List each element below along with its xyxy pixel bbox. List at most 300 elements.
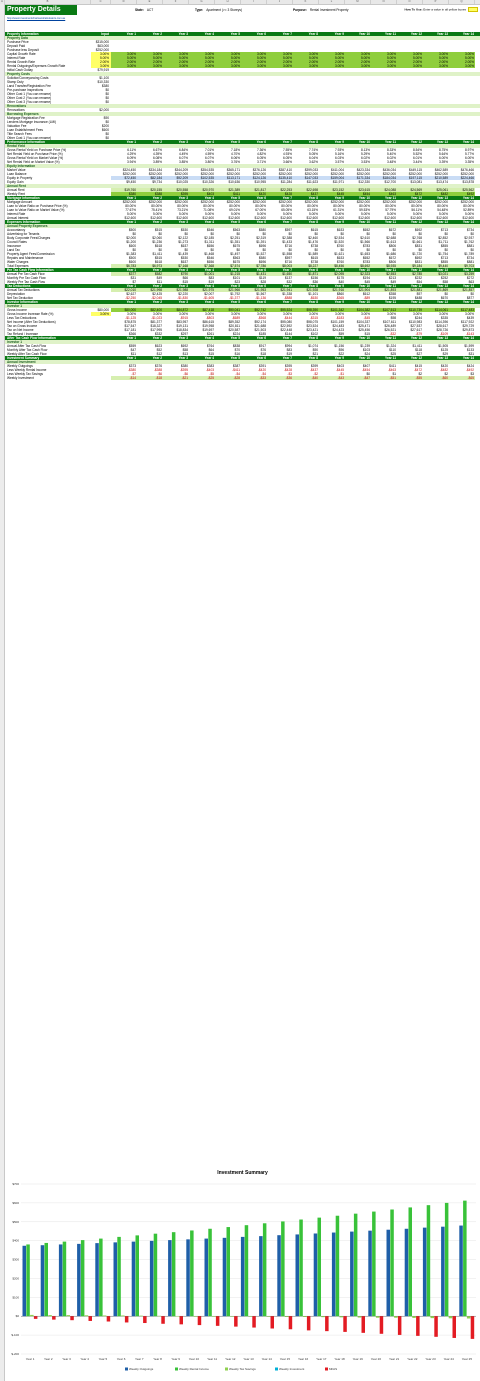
value-cell[interactable]: $399,033 xyxy=(304,168,318,172)
value-cell[interactable]: $19,760 xyxy=(111,188,137,192)
value-cell[interactable]: 7.93% xyxy=(334,148,344,152)
value-cell[interactable]: $1,558 xyxy=(282,252,292,256)
value-cell[interactable]: 2.00% xyxy=(189,60,215,64)
value-cell[interactable]: $439 xyxy=(466,316,474,320)
value-cell[interactable]: $2,122 xyxy=(178,236,188,240)
value-cell[interactable]: $40 xyxy=(338,280,344,284)
value-cell[interactable]: $2,000 xyxy=(126,236,136,240)
value-cell[interactable]: $21,857 xyxy=(449,288,475,292)
value-cell[interactable]: $734 xyxy=(466,228,474,232)
value-cell[interactable]: $27 xyxy=(416,352,422,356)
value-cell[interactable]: $0 xyxy=(262,248,266,252)
value-cell[interactable]: $92,174 xyxy=(254,320,266,324)
value-cell[interactable]: $0 xyxy=(236,232,240,236)
value-cell[interactable]: $13,081 xyxy=(410,180,422,184)
state-value[interactable]: ACT xyxy=(146,8,154,12)
value-cell[interactable]: $618 xyxy=(154,260,162,264)
value-cell[interactable]: $881 xyxy=(466,260,474,264)
value-cell[interactable]: 3.00% xyxy=(397,52,423,56)
input-cell[interactable]: $200 xyxy=(101,124,109,128)
input-cell[interactable]: 2.00% xyxy=(91,60,111,64)
value-cell[interactable]: $344,209 xyxy=(174,168,188,172)
value-cell[interactable]: $672 xyxy=(388,228,396,232)
type-value[interactable]: Apartment (>= 3 Storeys) xyxy=(206,8,243,12)
value-cell[interactable]: $546 xyxy=(206,256,214,260)
value-cell[interactable]: $54 xyxy=(416,280,422,284)
value-cell[interactable]: $600 xyxy=(128,244,136,248)
value-cell[interactable]: 5.00% xyxy=(282,212,292,216)
value-cell[interactable]: -$7 xyxy=(131,372,136,376)
value-cell[interactable]: $0 xyxy=(392,232,396,236)
input-cell[interactable]: $0 xyxy=(105,120,109,124)
value-cell[interactable]: $80,000 xyxy=(111,308,137,312)
value-cell[interactable]: $423,334 xyxy=(356,168,370,172)
value-cell[interactable]: 6.11% xyxy=(127,148,136,152)
value-cell[interactable]: $118 xyxy=(415,348,422,352)
value-cell[interactable]: $252,000 xyxy=(304,200,318,204)
value-cell[interactable]: $25,456 xyxy=(358,328,370,332)
value-cell[interactable]: $52 xyxy=(156,348,162,352)
value-cell[interactable]: $21,688 xyxy=(254,324,266,328)
value-cell[interactable]: $25,562 xyxy=(449,188,475,192)
value-cell[interactable]: $395 xyxy=(284,364,292,368)
value-cell[interactable]: $12,600 xyxy=(306,216,318,220)
value-cell[interactable]: $87,418 xyxy=(189,308,215,312)
value-cell[interactable]: 6.84% xyxy=(178,148,188,152)
value-cell[interactable]: 3.00% xyxy=(215,64,241,68)
value-cell[interactable]: $12,600 xyxy=(280,216,292,220)
value-cell[interactable]: 80.00% xyxy=(229,204,240,208)
value-cell[interactable]: $107,611 xyxy=(382,320,396,324)
value-cell[interactable]: $113,171 xyxy=(215,176,241,180)
value-cell[interactable]: $2,852 xyxy=(438,236,448,240)
value-cell[interactable]: $147,033 xyxy=(293,176,319,180)
value-cell[interactable]: $7,574 xyxy=(215,264,241,268)
value-cell[interactable]: 3.71% xyxy=(256,160,266,164)
value-cell[interactable]: $252,000 xyxy=(330,172,344,176)
value-cell[interactable]: $8,456 xyxy=(319,264,345,268)
value-cell[interactable]: $0 xyxy=(158,232,162,236)
value-cell[interactable]: 3.76% xyxy=(230,160,240,164)
value-cell[interactable]: $24,569 xyxy=(397,188,423,192)
value-cell[interactable]: $2,220 xyxy=(178,292,188,296)
value-cell[interactable]: $2,937 xyxy=(464,236,474,240)
value-cell[interactable]: 2.00% xyxy=(293,60,319,64)
value-cell[interactable]: $12,600 xyxy=(176,216,188,220)
value-cell[interactable]: -$60 xyxy=(423,376,449,380)
value-cell[interactable]: 3.00% xyxy=(163,64,189,68)
column-header[interactable]: D xyxy=(111,0,137,4)
value-cell[interactable]: 2.00% xyxy=(111,60,137,64)
value-cell[interactable]: $19,697 xyxy=(202,328,214,332)
value-cell[interactable]: $252,000 xyxy=(226,172,240,176)
value-cell[interactable]: $244 xyxy=(414,316,422,320)
value-cell[interactable]: 5.00% xyxy=(256,212,266,216)
value-cell[interactable]: $0 xyxy=(470,248,474,252)
value-cell[interactable]: -$36 xyxy=(267,376,293,380)
value-cell[interactable]: $297 xyxy=(180,332,188,336)
value-cell[interactable]: $0 xyxy=(470,292,474,296)
value-cell[interactable]: 5.00% xyxy=(397,56,423,60)
value-cell[interactable]: $1,324 xyxy=(386,344,396,348)
value-cell[interactable]: $395 xyxy=(163,192,189,196)
value-cell[interactable]: $12,600 xyxy=(202,216,214,220)
value-cell[interactable]: -$143 xyxy=(465,332,474,336)
value-cell[interactable]: 2.00% xyxy=(137,60,163,64)
value-cell[interactable]: -$4 xyxy=(235,372,240,376)
value-cell[interactable]: 3.89% xyxy=(152,160,162,164)
value-cell[interactable]: 3.00% xyxy=(152,312,162,316)
value-cell[interactable]: $1,720 xyxy=(412,252,422,256)
value-cell[interactable]: $144 xyxy=(284,332,292,336)
value-cell[interactable]: $185 xyxy=(258,332,266,336)
value-cell[interactable]: 5.05% xyxy=(308,152,318,156)
value-cell[interactable]: $252,000 xyxy=(408,200,422,204)
value-cell[interactable]: $22,698 xyxy=(293,188,319,192)
value-cell[interactable]: $0 xyxy=(158,248,162,252)
value-cell[interactable]: $252,000 xyxy=(122,172,136,176)
value-cell[interactable]: $696 xyxy=(258,260,266,264)
value-cell[interactable]: $2 xyxy=(444,372,448,376)
value-cell[interactable]: $476,466 xyxy=(460,168,474,172)
value-cell[interactable]: $1,433 xyxy=(282,240,292,244)
value-cell[interactable]: $15 xyxy=(364,332,370,336)
value-cell[interactable]: 7.55% xyxy=(282,148,292,152)
value-cell[interactable]: $23,524 xyxy=(306,324,318,328)
value-cell[interactable]: $436,034 xyxy=(382,168,396,172)
value-cell[interactable]: $10,636 xyxy=(228,180,240,184)
value-cell[interactable]: 5.00% xyxy=(137,56,163,60)
value-cell[interactable]: $1,650 xyxy=(267,272,293,276)
value-cell[interactable]: 6.07% xyxy=(178,156,188,160)
value-cell[interactable]: 80.00% xyxy=(359,204,370,208)
value-cell[interactable]: $58 xyxy=(182,348,188,352)
value-cell[interactable]: $12,330 xyxy=(358,180,370,184)
value-cell[interactable]: $103 xyxy=(362,348,370,352)
value-cell[interactable]: $838 xyxy=(232,344,240,348)
value-cell[interactable]: $1,505 xyxy=(438,344,448,348)
value-cell[interactable]: $411 xyxy=(389,364,396,368)
value-cell[interactable]: $713 xyxy=(440,228,448,232)
value-cell[interactable]: $672 xyxy=(388,256,396,260)
column-header[interactable]: B xyxy=(5,0,91,4)
value-cell[interactable]: -$1,125 xyxy=(125,316,136,320)
value-cell[interactable]: 73.21% xyxy=(177,208,188,212)
value-cell[interactable]: 5.00% xyxy=(412,212,422,216)
value-cell[interactable]: $252,000 xyxy=(356,172,370,176)
column-header[interactable]: P xyxy=(423,0,449,4)
value-cell[interactable]: $0 xyxy=(392,248,396,252)
value-cell[interactable]: $175 xyxy=(336,276,344,280)
value-cell[interactable]: -$5 xyxy=(209,372,214,376)
value-cell[interactable]: 5.00% xyxy=(319,56,345,60)
input-cell[interactable]: $63,000 xyxy=(97,44,109,48)
value-cell[interactable]: $1,762 xyxy=(464,240,474,244)
value-cell[interactable]: $25 xyxy=(390,352,396,356)
input-cell[interactable]: $0 xyxy=(105,96,109,100)
value-cell[interactable]: $1,273 xyxy=(178,240,188,244)
value-cell[interactable]: 5.00% xyxy=(308,212,318,216)
value-cell[interactable]: $1,754 xyxy=(438,252,448,256)
value-cell[interactable]: $21,928 xyxy=(293,288,319,292)
value-cell[interactable]: $82,400 xyxy=(137,308,163,312)
value-cell[interactable]: 59.53% xyxy=(359,208,370,212)
value-cell[interactable]: $21,869 xyxy=(423,288,449,292)
value-cell[interactable]: $110,983 xyxy=(408,320,422,324)
value-cell[interactable]: $399 xyxy=(310,364,318,368)
value-cell[interactable]: $84,872 xyxy=(163,308,189,312)
value-cell[interactable]: $28,617 xyxy=(436,324,448,328)
value-cell[interactable]: $15 xyxy=(182,280,188,284)
value-cell[interactable]: $92,209 xyxy=(163,176,189,180)
value-cell[interactable]: 6.05% xyxy=(256,156,266,160)
value-cell[interactable]: 5.00% xyxy=(438,212,448,216)
value-cell[interactable]: 3.39% xyxy=(438,160,448,164)
value-cell[interactable]: $612 xyxy=(362,292,370,296)
value-cell[interactable]: 3.00% xyxy=(293,52,319,56)
value-cell[interactable]: $7,786 xyxy=(241,264,267,268)
value-cell[interactable]: 3.00% xyxy=(345,64,371,68)
value-cell[interactable]: $28,726 xyxy=(436,328,448,332)
value-cell[interactable]: $692 xyxy=(180,344,188,348)
value-cell[interactable]: 3.00% xyxy=(449,52,475,56)
value-cell[interactable]: $760 xyxy=(336,260,344,264)
value-cell[interactable]: 3.00% xyxy=(256,312,266,316)
value-cell[interactable]: $633 xyxy=(336,228,344,232)
spreadsheet[interactable] xyxy=(5,4,480,1381)
value-cell[interactable]: $0 xyxy=(366,248,370,252)
value-cell[interactable]: $403 xyxy=(336,364,344,368)
value-cell[interactable]: $335 xyxy=(440,316,448,320)
value-cell[interactable]: 5.00% xyxy=(189,56,215,60)
value-cell[interactable]: $21,953 xyxy=(241,288,267,292)
value-cell[interactable]: 3.00% xyxy=(111,64,137,68)
value-cell[interactable]: $15 xyxy=(208,352,214,356)
value-cell[interactable]: $9,184 xyxy=(397,264,423,268)
value-cell[interactable]: $64 xyxy=(208,348,214,352)
value-cell[interactable]: $252,000 xyxy=(278,172,292,176)
value-cell[interactable]: $8,935 xyxy=(371,264,397,268)
value-cell[interactable]: 3.00% xyxy=(334,312,344,316)
value-cell[interactable]: -$445 xyxy=(335,368,344,372)
value-cell[interactable]: $171,334 xyxy=(345,176,371,180)
value-cell[interactable]: $1,599 xyxy=(464,344,474,348)
value-cell[interactable]: $86,615 xyxy=(202,320,214,324)
value-cell[interactable]: $1,497 xyxy=(230,252,240,256)
value-cell[interactable]: 71.08% xyxy=(203,208,214,212)
value-cell[interactable]: 4.49% xyxy=(178,152,188,156)
value-cell[interactable]: $1,338 xyxy=(282,292,292,296)
value-cell[interactable]: $16 xyxy=(234,352,240,356)
value-cell[interactable]: 2.00% xyxy=(319,60,345,64)
value-cell[interactable]: $1,239 xyxy=(360,344,370,348)
value-cell[interactable]: $17,995 xyxy=(150,328,162,332)
value-cell[interactable]: $388 xyxy=(137,192,163,196)
value-cell[interactable]: $652 xyxy=(362,256,370,260)
value-cell[interactable]: 6.09% xyxy=(126,156,136,160)
value-cell[interactable]: $563 xyxy=(232,228,240,232)
value-cell[interactable]: $22,010 xyxy=(111,288,137,292)
value-cell[interactable]: $45 xyxy=(364,280,370,284)
value-cell[interactable]: $210,589 xyxy=(423,176,449,180)
input-cell[interactable]: $0 xyxy=(105,136,109,140)
value-cell[interactable]: 3.00% xyxy=(189,52,215,56)
value-cell[interactable]: -$630 xyxy=(309,296,318,300)
value-cell[interactable]: 5.29% xyxy=(360,152,370,156)
value-cell[interactable]: 3.80% xyxy=(204,160,214,164)
value-cell[interactable]: $881 xyxy=(466,244,474,248)
value-cell[interactable]: -$28 xyxy=(215,376,241,380)
value-cell[interactable]: $597 xyxy=(284,228,292,232)
value-cell[interactable]: $24,423 xyxy=(332,328,344,332)
value-cell[interactable]: 3.00% xyxy=(230,312,240,316)
value-cell[interactable]: $252,000 xyxy=(174,200,188,204)
value-cell[interactable]: $27,537 xyxy=(410,324,422,328)
column-header[interactable]: E xyxy=(137,0,163,4)
value-cell[interactable]: $1,236 xyxy=(152,240,162,244)
value-cell[interactable]: $738 xyxy=(310,260,318,264)
value-cell[interactable]: $563 xyxy=(232,256,240,260)
input-cell[interactable] xyxy=(91,376,111,380)
value-cell[interactable]: $252,000 xyxy=(304,172,318,176)
value-cell[interactable]: $213 xyxy=(388,276,396,280)
value-cell[interactable]: $1,686 xyxy=(386,252,396,256)
value-cell[interactable]: -$89 xyxy=(363,296,370,300)
value-cell[interactable]: $692 xyxy=(414,228,422,232)
value-cell[interactable]: $623 xyxy=(154,344,162,348)
column-header[interactable]: K xyxy=(293,0,319,4)
value-cell[interactable]: $23,615 xyxy=(345,188,371,192)
value-cell[interactable]: -$482 xyxy=(439,368,448,372)
value-cell[interactable]: $1,567 xyxy=(256,292,266,296)
value-cell[interactable]: 3.00% xyxy=(189,64,215,68)
value-cell[interactable]: 3.94% xyxy=(126,160,136,164)
value-cell[interactable]: 3.00% xyxy=(137,64,163,68)
value-cell[interactable]: $1,200 xyxy=(126,240,136,244)
value-cell[interactable]: -$2 xyxy=(313,372,318,376)
value-cell[interactable]: 2.00% xyxy=(423,60,449,64)
value-cell[interactable]: $21,941 xyxy=(267,288,293,292)
value-cell[interactable]: 3.48% xyxy=(386,160,396,164)
value-cell[interactable]: 4.59% xyxy=(204,152,214,156)
value-cell[interactable]: $376 xyxy=(154,364,162,368)
value-cell[interactable]: 3.00% xyxy=(386,312,396,316)
value-cell[interactable]: $831 xyxy=(414,244,422,248)
value-cell[interactable]: 5.00% xyxy=(111,56,137,60)
value-cell[interactable]: $25,471 xyxy=(358,324,370,328)
value-cell[interactable]: -$14 xyxy=(111,376,137,380)
value-cell[interactable]: 6.03% xyxy=(334,156,344,160)
value-cell[interactable]: $633 xyxy=(336,256,344,260)
column-header[interactable]: N xyxy=(371,0,397,4)
value-cell[interactable]: $252,000 xyxy=(200,172,214,176)
value-cell[interactable]: $482 xyxy=(423,192,449,196)
value-cell[interactable]: 3.00% xyxy=(423,52,449,56)
value-cell[interactable]: $21,916 xyxy=(319,288,345,292)
value-cell[interactable]: $9,734 xyxy=(152,180,162,184)
value-cell[interactable]: 2.00% xyxy=(267,60,293,64)
column-header[interactable]: Q xyxy=(449,0,475,4)
value-cell[interactable]: $194 xyxy=(362,276,370,280)
value-cell[interactable]: $28 xyxy=(260,280,266,284)
value-cell[interactable]: $1,074 xyxy=(308,344,318,348)
value-cell[interactable]: $110 xyxy=(389,348,396,352)
value-cell[interactable]: $0 xyxy=(314,248,318,252)
value-cell[interactable]: $13,878 xyxy=(462,180,474,184)
input-cell[interactable]: $0 xyxy=(105,132,109,136)
value-cell[interactable]: $1,520 xyxy=(334,240,344,244)
value-cell[interactable]: -$1,136 xyxy=(255,296,266,300)
value-cell[interactable]: $195 xyxy=(388,296,396,300)
value-cell[interactable]: $114,061 xyxy=(423,308,449,312)
value-cell[interactable]: $252,000 xyxy=(252,172,266,176)
value-cell[interactable]: $1,653 xyxy=(360,252,370,256)
value-cell[interactable]: 5.00% xyxy=(152,212,162,216)
value-cell[interactable]: $530 xyxy=(180,228,188,232)
value-cell[interactable]: $29,729 xyxy=(462,324,474,328)
value-cell[interactable]: $0 xyxy=(470,232,474,236)
value-cell[interactable]: $806 xyxy=(388,244,396,248)
value-cell[interactable]: 65.05% xyxy=(281,208,292,212)
value-cell[interactable]: -$388 xyxy=(153,368,162,372)
value-cell[interactable]: 57.79% xyxy=(385,208,396,212)
input-cell[interactable]: $0 xyxy=(105,92,109,96)
value-cell[interactable]: $376,126 xyxy=(252,168,266,172)
value-cell[interactable]: 5.00% xyxy=(386,212,396,216)
value-cell[interactable]: $546 xyxy=(206,228,214,232)
value-cell[interactable]: $387,410 xyxy=(278,168,292,172)
value-cell[interactable]: 3.00% xyxy=(241,64,267,68)
value-cell[interactable]: $13,474 xyxy=(436,180,448,184)
value-cell[interactable]: -$1,023 xyxy=(151,316,162,320)
column-header[interactable]: H xyxy=(215,0,241,4)
value-cell[interactable]: $8,003 xyxy=(267,264,293,268)
value-cell[interactable]: 3.00% xyxy=(423,64,449,68)
value-cell[interactable]: $1,476 xyxy=(308,240,318,244)
value-cell[interactable]: $252,000 xyxy=(434,200,448,204)
value-cell[interactable]: 80.00% xyxy=(411,204,422,208)
column-header[interactable]: L xyxy=(319,0,345,4)
value-cell[interactable]: $0 xyxy=(418,248,422,252)
input-cell[interactable]: $252,000 xyxy=(95,48,109,52)
value-cell[interactable]: $3,259 xyxy=(449,272,475,276)
value-cell[interactable]: -$463 xyxy=(387,368,396,372)
value-cell[interactable]: $675 xyxy=(232,260,240,264)
value-cell[interactable]: $20,558 xyxy=(163,188,189,192)
value-cell[interactable]: $8,692 xyxy=(345,264,371,268)
value-cell[interactable]: $764 xyxy=(206,344,214,348)
value-cell[interactable]: $334,184 xyxy=(148,168,162,172)
value-cell[interactable]: $81,377 xyxy=(150,320,162,324)
value-cell[interactable]: $1,711 xyxy=(438,240,448,244)
value-cell[interactable]: $20,155 xyxy=(137,188,163,192)
value-cell[interactable]: $31 xyxy=(468,352,474,356)
value-cell[interactable]: $7,168 xyxy=(163,264,189,268)
value-cell[interactable]: $11 xyxy=(130,352,136,356)
value-cell[interactable]: -$315 xyxy=(309,316,318,320)
value-cell[interactable]: $0 xyxy=(262,232,266,236)
value-cell[interactable]: $0 xyxy=(340,248,344,252)
value-cell[interactable]: $63 xyxy=(468,280,474,284)
value-cell[interactable]: $102,535 xyxy=(189,176,215,180)
value-cell[interactable]: 5.00% xyxy=(371,56,397,60)
value-cell[interactable]: 63.15% xyxy=(307,208,318,212)
value-cell[interactable]: -$689 xyxy=(231,316,240,320)
value-cell[interactable]: 3.00% xyxy=(204,312,214,316)
value-cell[interactable]: $2,768 xyxy=(412,236,422,240)
value-cell[interactable]: $95,080 xyxy=(280,320,292,324)
value-cell[interactable]: $156 xyxy=(310,276,318,280)
